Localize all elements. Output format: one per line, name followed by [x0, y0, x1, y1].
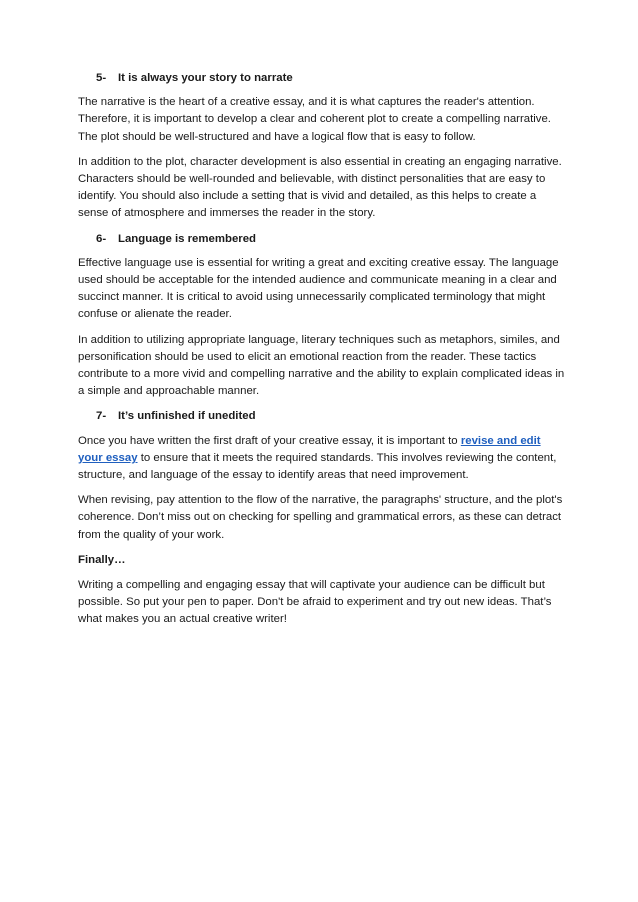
section-number: 5-	[96, 72, 107, 84]
paragraph: In addition to utilizing appropriate language, literary techniques such as metaphors, similes, and personification should be used to elicit an emotional reaction from the reader. These tactics contribute to a more vivid and compelling narrative and the ability to explain complicated ideas in a simple and approachable manner.	[78, 333, 565, 398]
section-number: 6-	[96, 232, 107, 245]
section-heading-5	[96, 70, 568, 87]
paragraph: In addition to the plot, character development is also essential in creating an engaging narrative. Characters should be well-rounded and believable, with distinct personalities that are easy to identify. You should also include a setting that is vivid and detailed, as this helps to create a sense of atmosphere and immerses the reader in the story.	[78, 155, 562, 220]
document-page	[78, 70, 568, 637]
section-heading-7	[96, 408, 568, 425]
paragraph-with-link	[78, 433, 568, 485]
section-heading-6	[96, 231, 568, 248]
section-title: Language is remembered	[118, 232, 257, 245]
paragraph: Effective language use is essential for writing a great and exciting creative essay. The language used should be acceptable for the intended audience and communicate meaning in a clear and succinct manner. It is critical to avoid using unnecessarily complicated terminology that might confuse or alienate the reader.	[78, 256, 559, 321]
paragraph-text: Once you have written the first draft of your creative essay, it is important to	[78, 434, 461, 447]
paragraph: When revising, pay attention to the flow of the narrative, the paragraphs' structure, and the plot's coherence. Don’t miss out on checking for spelling and grammatical errors, as these can detract from the quality of your work.	[78, 494, 563, 541]
section-number: 7-	[96, 410, 107, 423]
section-title: It’s unfinished if unedited	[118, 410, 256, 423]
paragraph: The narrative is the heart of a creative essay, and it is what captures the reader's attention. Therefore, it is important to develop a clear and coherent plot to create a compelling narrative. The plot should be well-structured and have a logical flow that is easy to follow.	[78, 96, 551, 143]
finally-heading: Finally…	[78, 553, 126, 566]
section-title: It is always your story to narrate	[118, 72, 293, 84]
paragraph-text: to ensure that it meets the required standards. This involves reviewing the content, structure, and language of the essay to identify areas that need improvement.	[78, 451, 557, 482]
revise-and-edit-link[interactable]: revise and edit your essay	[78, 434, 541, 464]
paragraph: Writing a compelling and engaging essay that will captivate your audience can be difficult but possible. So put your pen to paper. Don't be afraid to experiment and try out new ideas. That’s what makes you an actual creative writer!	[78, 579, 552, 626]
